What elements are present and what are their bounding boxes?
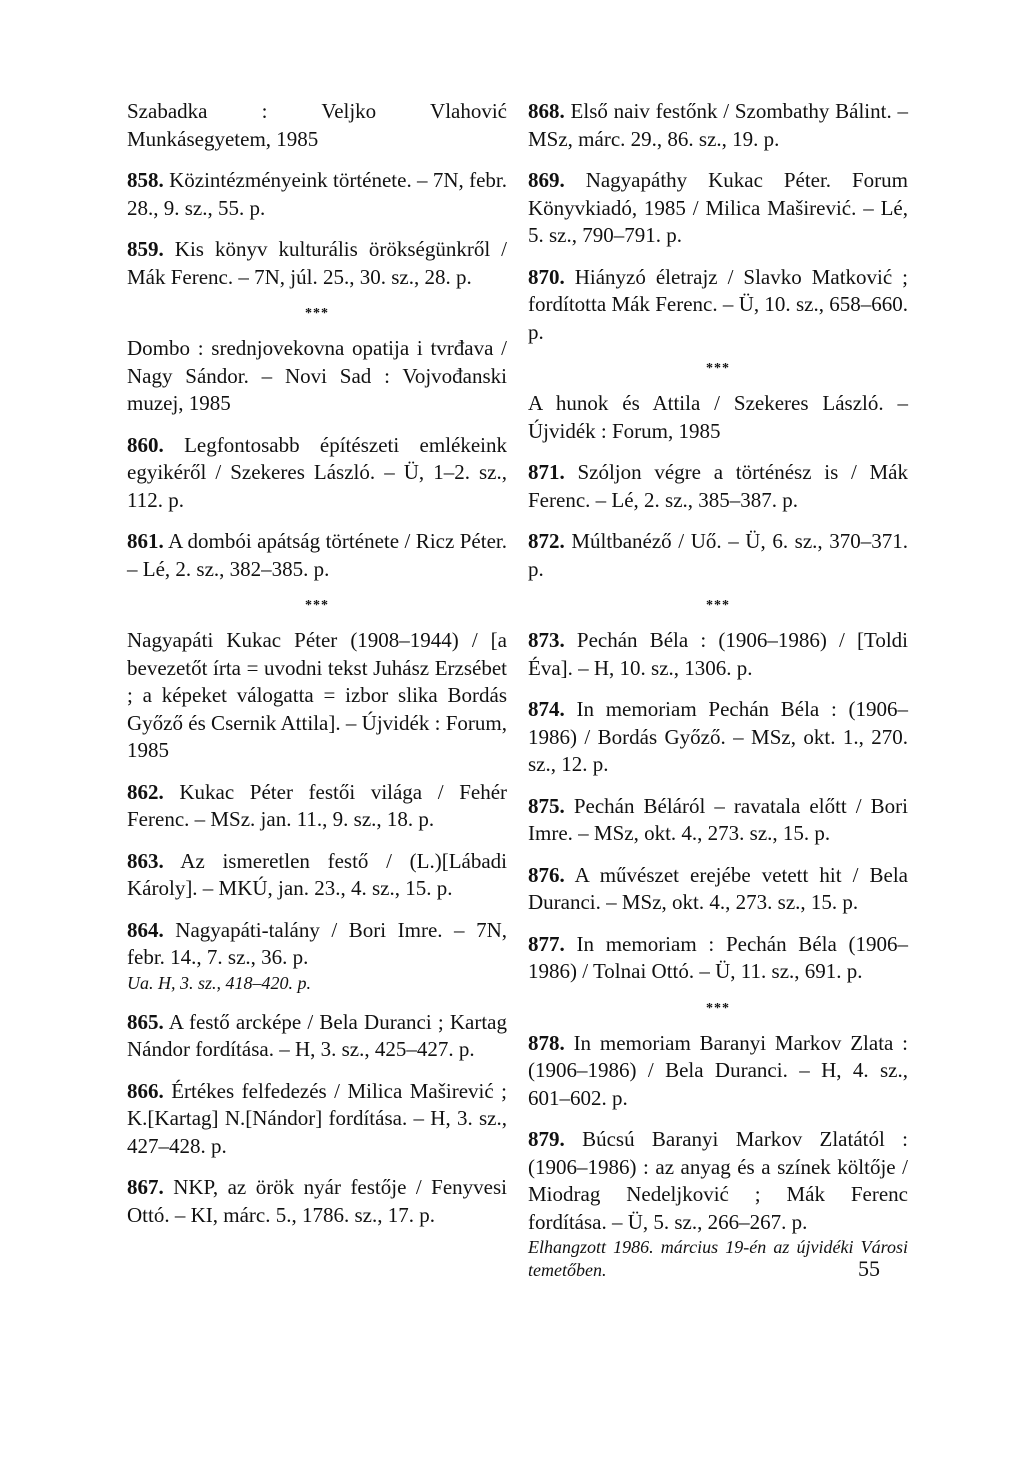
entry-number: 859.: [127, 237, 164, 261]
section-separator: ***: [706, 1000, 730, 1016]
bibliography-entry: [528, 1030, 908, 1113]
bibliography-entry: [127, 1078, 507, 1161]
entry-number: 862.: [127, 779, 164, 804]
entry-text: A művészet erejébe vetett hit / Bela Duranci. – MSz, okt. 4., 273. sz., 15. p.: [528, 862, 908, 914]
entry-number: 860.: [127, 432, 164, 457]
entry-number: 870.: [528, 264, 565, 289]
bibliography-entry: [127, 528, 507, 583]
entry-text: Hiányzó életrajz / Slavko Matković ; fordította Mák Ferenc. – Ü, 10. sz., 658–660. p.: [528, 264, 908, 344]
entry-number: 868.: [528, 99, 565, 123]
bibliography-entry: [528, 98, 908, 153]
section-separator: ***: [305, 306, 329, 321]
bibliography-entry: [528, 264, 908, 347]
entry-text: Pechán Béláról – ravatala előtt / Bori Imre. – MSz, okt. 4., 273. sz., 15. p.: [528, 793, 909, 845]
entry-number: 865.: [127, 1009, 164, 1034]
book-heading: Nagyapáti Kukac Péter (1908–1944) / [a bevezetőt írta = uvodni tekst Juhász Erzsébet ; a képeket válogatta = izbor slika Bordás Győző és Csernik Attila]. – Újvidék : Forum, 1985: [127, 628, 507, 762]
entry-number: 858.: [127, 168, 164, 192]
bibliography-entry: [127, 167, 507, 222]
bibliography-entry: [528, 862, 908, 917]
bibliography-entry: [528, 1126, 908, 1236]
entry-number: 867.: [127, 1175, 164, 1199]
entry-text: Kukac Péter festői világa / Fehér Ferenc. – MSz. jan. 11., 9. sz., 18. p.: [127, 779, 508, 831]
bibliography-entry: [127, 236, 507, 291]
entry-number: 863.: [127, 848, 164, 873]
entry-text: Közintézményeink története. – 7N, febr. 28., 9. sz., 55. p.: [127, 168, 507, 220]
bibliography-entry: [528, 167, 908, 250]
entry-number: 877.: [528, 931, 565, 956]
page-number: 55: [858, 1256, 880, 1281]
entry-number: 873.: [528, 628, 565, 652]
entry-number: 874.: [528, 697, 565, 721]
bibliography-entry: [528, 627, 908, 682]
entry-number: 864.: [127, 917, 164, 942]
entry-text: Az ismeretlen festő / (L.)[Lábadi Károly]. – MKÚ, jan. 23., 4. sz., 15. p.: [127, 848, 507, 900]
entry-text: Múltbanéző / Uő. – Ü, 6. sz., 370–371. p.: [528, 529, 909, 581]
entry-number: 869.: [528, 168, 565, 192]
bibliography-entry: [528, 528, 908, 583]
section-separator: ***: [706, 361, 730, 376]
entry-text: A dombói apátság története / Ricz Péter. – Lé, 2. sz., 382–385. p.: [127, 529, 507, 581]
section-separator: ***: [706, 598, 730, 613]
left-column: [127, 98, 507, 1243]
entry-text: NKP, az örök nyár festője / Fenyvesi Ottó. – KI, márc. 5., 1786. sz., 17. p.: [127, 1175, 507, 1227]
entry-text: Búcsú Baranyi Markov Zlatától : (1906–1986) : az anyag és a színek költője / Miodrag Nedeljković ; Mák Ferenc fordítása. – Ü, 5. sz., 266–267. p.: [528, 1127, 908, 1234]
entry-text: Nagyapáti-talány / Bori Imre. – 7N, febr. 14., 7. sz., 36. p.: [127, 917, 508, 969]
bibliography-entry: [528, 459, 908, 514]
book-heading: Dombo : srednjovekovna opatija i tvrđava / Nagy Sándor. – Novi Sad : Vojvođanski muzej, 1985: [127, 336, 507, 415]
entry-text: Legfontosabb építészeti emlékeink egyikéről / Szekeres László. – Ü, 1–2. sz., 112. p.: [127, 432, 507, 512]
section-separator: ***: [305, 598, 329, 613]
entry-text: Kis könyv kulturális örökségünkről / Mák Ferenc. – 7N, júl. 25., 30. sz., 28. p.: [127, 237, 508, 289]
bibliography-entry: [127, 848, 507, 903]
bibliography-entry: [127, 1174, 507, 1229]
entry-number: 872.: [528, 529, 565, 553]
bibliography-entry: [127, 779, 507, 834]
right-column: [528, 98, 908, 1296]
entry-number: 866.: [127, 1078, 164, 1103]
entry-text: Értékes felfedezés / Milica Maširević ; K.[Kartag] N.[Nándor] fordítása. – H, 3. sz., 427–428. p.: [127, 1078, 507, 1158]
bibliography-entry: [127, 1009, 507, 1064]
bibliography-entry: [528, 696, 908, 779]
bibliography-entry: [127, 917, 507, 972]
entry-text: Nagyapáthy Kukac Péter. Forum Könyvkiadó, 1985 / Milica Maširević. – Lé, 5. sz., 790–791. p.: [528, 168, 908, 247]
entry-number: 876.: [528, 862, 565, 887]
entry-number: 879.: [528, 1127, 565, 1151]
entry-number: 861.: [127, 529, 164, 553]
entry-text: In memoriam Pechán Béla : (1906–1986) / Bordás Győző. – MSz, okt. 1., 270. sz., 12. p.: [528, 697, 909, 776]
bibliography-entry: [127, 432, 507, 515]
entry-text: Első naiv festőnk / Szombathy Bálint. – MSz, márc. 29., 86. sz., 19. p.: [528, 99, 909, 151]
entry-text: Pechán Béla : (1906–1986) / [Toldi Éva]. – H, 10. sz., 1306. p.: [528, 628, 908, 680]
entry-text: In memoriam Baranyi Markov Zlata : (1906–1986) / Bela Duranci. – H, 4. sz., 601–602. p.: [528, 1030, 908, 1110]
entry-note: Elhangzott 1986. március 19-én az újvidéki Városi temetőben.: [528, 1237, 908, 1280]
entry-number: 875.: [528, 793, 565, 818]
entry-text: In memoriam : Pechán Béla (1906–1986) / Tolnai Ottó. – Ü, 11. sz., 691. p.: [528, 931, 909, 983]
book-heading: Szabadka : Veljko Vlahović Munkásegyetem, 1985: [127, 99, 507, 151]
entry-text: A festő arcképe / Bela Duranci ; Kartag Nándor fordítása. – H, 3. sz., 425–427. p.: [127, 1009, 507, 1061]
bibliography-entry: [528, 931, 908, 986]
entry-note: Ua. H, 3. sz., 418–420. p.: [127, 972, 312, 993]
bibliography-entry: [528, 793, 908, 848]
entry-text: Szóljon végre a történész is / Mák Ferenc. – Lé, 2. sz., 385–387. p.: [528, 460, 908, 512]
entry-number: 871.: [528, 460, 565, 484]
entry-number: 878.: [528, 1030, 565, 1055]
book-heading: A hunok és Attila / Szekeres László. – Újvidék : Forum, 1985: [528, 391, 908, 443]
